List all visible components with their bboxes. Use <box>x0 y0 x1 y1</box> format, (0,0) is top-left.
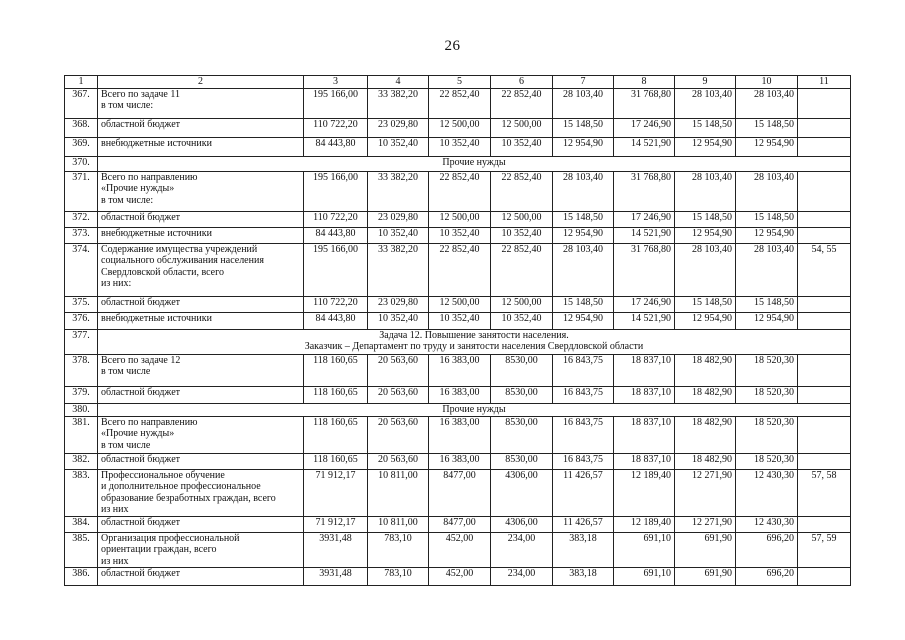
amount-cell: 22 852,40 <box>429 88 491 118</box>
row-description-line: областной бюджет <box>101 453 181 465</box>
amount-cell: 691,90 <box>675 532 736 568</box>
amount-cell: 12 954,90 <box>675 227 736 243</box>
amount-cell: 22 852,40 <box>429 243 491 296</box>
amount-cell: 16 843,75 <box>553 453 614 469</box>
row-description-line: Всего по задаче 11 <box>101 88 180 100</box>
row-description <box>98 243 304 296</box>
amount-cell: 691,10 <box>614 532 675 568</box>
row-description-line: областной бюджет <box>101 296 181 308</box>
row-number: 367. <box>65 88 98 118</box>
amount-cell: 3931,48 <box>304 532 368 568</box>
amount-cell: 195 166,00 <box>304 171 368 211</box>
amount-cell: 383,18 <box>553 532 614 568</box>
section-row <box>65 403 851 416</box>
section-heading <box>98 156 851 171</box>
row-number: 371. <box>65 171 98 211</box>
section-heading <box>98 329 851 354</box>
column-number-header: 5 <box>429 76 491 89</box>
amount-cell: 31 768,80 <box>614 243 675 296</box>
amount-cell: 4306,00 <box>491 516 553 532</box>
amount-cell: 195 166,00 <box>304 88 368 118</box>
amount-cell: 16 843,75 <box>553 354 614 386</box>
amount-cell: 28 103,40 <box>736 88 798 118</box>
row-description-line: Профессиональное обучение <box>101 469 225 481</box>
table-row <box>65 532 851 568</box>
table-body <box>65 76 851 586</box>
row-description <box>98 118 304 137</box>
target-indicator-ref: 57, 58 <box>798 469 851 516</box>
row-number: 379. <box>65 386 98 403</box>
section-heading-line: Заказчик – Департамент по труду и занятости населения Свердловской области <box>304 341 644 352</box>
row-number: 370. <box>65 156 98 171</box>
amount-cell: 14 521,90 <box>614 137 675 156</box>
row-number: 373. <box>65 227 98 243</box>
amount-cell: 16 383,00 <box>429 354 491 386</box>
target-indicator-ref <box>798 312 851 329</box>
row-number: 385. <box>65 532 98 568</box>
amount-cell: 12 500,00 <box>429 296 491 312</box>
budget-table <box>64 75 851 586</box>
amount-cell: 18 837,10 <box>614 416 675 453</box>
amount-cell: 12 954,90 <box>736 137 798 156</box>
row-description-line: Всего по направлению <box>101 416 198 428</box>
amount-cell: 84 443,80 <box>304 312 368 329</box>
amount-cell: 17 246,90 <box>614 118 675 137</box>
row-description <box>98 296 304 312</box>
amount-cell: 14 521,90 <box>614 312 675 329</box>
amount-cell: 10 352,40 <box>368 312 429 329</box>
amount-cell: 691,10 <box>614 568 675 586</box>
amount-cell: 452,00 <box>429 568 491 586</box>
amount-cell: 12 954,90 <box>736 312 798 329</box>
amount-cell: 28 103,40 <box>736 171 798 211</box>
row-description-line: Всего по задаче 12 <box>101 354 181 366</box>
row-number: 375. <box>65 296 98 312</box>
section-row <box>65 329 851 354</box>
row-description <box>98 469 304 516</box>
column-number-header: 7 <box>553 76 614 89</box>
amount-cell: 8530,00 <box>491 354 553 386</box>
row-description-line: областной бюджет <box>101 516 181 528</box>
row-description-line: Свердловской области, всего <box>101 266 224 278</box>
amount-cell: 118 160,65 <box>304 416 368 453</box>
amount-cell: 452,00 <box>429 532 491 568</box>
amount-cell: 84 443,80 <box>304 227 368 243</box>
row-number: 383. <box>65 469 98 516</box>
amount-cell: 16 843,75 <box>553 416 614 453</box>
table-row <box>65 354 851 386</box>
table-row <box>65 211 851 227</box>
amount-cell: 8477,00 <box>429 469 491 516</box>
amount-cell: 18 482,90 <box>675 354 736 386</box>
row-number: 380. <box>65 403 98 416</box>
column-number-header: 1 <box>65 76 98 89</box>
amount-cell: 10 352,40 <box>429 227 491 243</box>
row-description <box>98 532 304 568</box>
row-number: 386. <box>65 568 98 586</box>
amount-cell: 12 954,90 <box>553 227 614 243</box>
amount-cell: 18 520,30 <box>736 453 798 469</box>
row-description-line: и дополнительное профессиональное <box>101 481 261 492</box>
row-description-line: в том числе <box>101 439 151 451</box>
row-number: 382. <box>65 453 98 469</box>
amount-cell: 17 246,90 <box>614 211 675 227</box>
amount-cell: 195 166,00 <box>304 243 368 296</box>
amount-cell: 22 852,40 <box>429 171 491 211</box>
amount-cell: 23 029,80 <box>368 296 429 312</box>
row-description <box>98 354 304 386</box>
amount-cell: 15 148,50 <box>675 118 736 137</box>
amount-cell: 16 383,00 <box>429 453 491 469</box>
table-row <box>65 137 851 156</box>
amount-cell: 71 912,17 <box>304 516 368 532</box>
target-indicator-ref: 54, 55 <box>798 243 851 296</box>
table-row <box>65 516 851 532</box>
amount-cell: 15 148,50 <box>675 211 736 227</box>
amount-cell: 118 160,65 <box>304 386 368 403</box>
amount-cell: 12 500,00 <box>491 296 553 312</box>
row-description-line: внебюджетные источники <box>101 137 212 149</box>
amount-cell: 11 426,57 <box>553 469 614 516</box>
target-indicator-ref <box>798 88 851 118</box>
column-number-header: 9 <box>675 76 736 89</box>
row-description-line: в том числе: <box>101 100 154 111</box>
row-description <box>98 453 304 469</box>
column-number-header: 8 <box>614 76 675 89</box>
amount-cell: 12 500,00 <box>429 211 491 227</box>
row-number: 378. <box>65 354 98 386</box>
column-number-header: 10 <box>736 76 798 89</box>
target-indicator-ref <box>798 416 851 453</box>
amount-cell: 3931,48 <box>304 568 368 586</box>
amount-cell: 118 160,65 <box>304 453 368 469</box>
amount-cell: 10 352,40 <box>491 137 553 156</box>
amount-cell: 18 482,90 <box>675 453 736 469</box>
amount-cell: 16 383,00 <box>429 386 491 403</box>
table-row <box>65 453 851 469</box>
amount-cell: 12 430,30 <box>736 516 798 532</box>
target-indicator-ref <box>798 354 851 386</box>
amount-cell: 11 426,57 <box>553 516 614 532</box>
amount-cell: 12 954,90 <box>675 312 736 329</box>
amount-cell: 8530,00 <box>491 386 553 403</box>
amount-cell: 12 954,90 <box>553 137 614 156</box>
amount-cell: 383,18 <box>553 568 614 586</box>
column-number-header: 11 <box>798 76 851 89</box>
amount-cell: 18 520,30 <box>736 416 798 453</box>
row-description-line: из них <box>101 555 129 567</box>
amount-cell: 28 103,40 <box>553 171 614 211</box>
amount-cell: 15 148,50 <box>553 296 614 312</box>
amount-cell: 12 500,00 <box>491 211 553 227</box>
row-description-line: ориентации граждан, всего <box>101 544 217 555</box>
amount-cell: 12 500,00 <box>491 118 553 137</box>
amount-cell: 18 482,90 <box>675 416 736 453</box>
row-description-line: Организация профессиональной <box>101 532 240 544</box>
amount-cell: 10 352,40 <box>491 227 553 243</box>
section-row <box>65 156 851 171</box>
target-indicator-ref <box>798 227 851 243</box>
amount-cell: 12 954,90 <box>736 227 798 243</box>
amount-cell: 8530,00 <box>491 453 553 469</box>
table-row <box>65 243 851 296</box>
section-heading-line: Прочие нужды <box>442 403 506 415</box>
column-number-header: 3 <box>304 76 368 89</box>
target-indicator-ref <box>798 137 851 156</box>
amount-cell: 12 271,90 <box>675 469 736 516</box>
target-indicator-ref <box>798 118 851 137</box>
amount-cell: 10 811,00 <box>368 516 429 532</box>
amount-cell: 18 837,10 <box>614 453 675 469</box>
row-description-line: Всего по направлению <box>101 171 198 183</box>
amount-cell: 10 811,00 <box>368 469 429 516</box>
amount-cell: 28 103,40 <box>553 88 614 118</box>
amount-cell: 8477,00 <box>429 516 491 532</box>
row-description <box>98 137 304 156</box>
row-number: 368. <box>65 118 98 137</box>
target-indicator-ref <box>798 516 851 532</box>
amount-cell: 8530,00 <box>491 416 553 453</box>
row-description-line: областной бюджет <box>101 211 181 223</box>
column-number-header: 4 <box>368 76 429 89</box>
amount-cell: 110 722,20 <box>304 296 368 312</box>
amount-cell: 28 103,40 <box>553 243 614 296</box>
amount-cell: 118 160,65 <box>304 354 368 386</box>
section-heading-line: Задача 12. Повышение занятости населения. <box>379 329 569 341</box>
amount-cell: 20 563,60 <box>368 453 429 469</box>
amount-cell: 15 148,50 <box>675 296 736 312</box>
row-number: 369. <box>65 137 98 156</box>
amount-cell: 15 148,50 <box>553 211 614 227</box>
amount-cell: 20 563,60 <box>368 416 429 453</box>
section-heading <box>98 403 851 416</box>
amount-cell: 14 521,90 <box>614 227 675 243</box>
amount-cell: 691,90 <box>675 568 736 586</box>
target-indicator-ref: 57, 59 <box>798 532 851 568</box>
row-description-line: Содержание имущества учреждений <box>101 243 258 255</box>
target-indicator-ref <box>798 568 851 586</box>
amount-cell: 22 852,40 <box>491 243 553 296</box>
row-description <box>98 516 304 532</box>
table-row <box>65 386 851 403</box>
amount-cell: 18 837,10 <box>614 354 675 386</box>
amount-cell: 12 954,90 <box>675 137 736 156</box>
table-row <box>65 416 851 453</box>
column-number-header: 6 <box>491 76 553 89</box>
amount-cell: 71 912,17 <box>304 469 368 516</box>
row-description <box>98 227 304 243</box>
row-description <box>98 312 304 329</box>
row-number: 381. <box>65 416 98 453</box>
row-description-line: «Прочие нужды» <box>101 428 175 439</box>
amount-cell: 28 103,40 <box>675 88 736 118</box>
amount-cell: 12 954,90 <box>553 312 614 329</box>
row-description-line: областной бюджет <box>101 118 181 130</box>
row-description-line: образование безработных граждан, всего <box>101 492 276 504</box>
table-row <box>65 296 851 312</box>
table-row <box>65 118 851 137</box>
amount-cell: 31 768,80 <box>614 88 675 118</box>
table-row <box>65 171 851 211</box>
column-number-header-row <box>65 76 851 89</box>
amount-cell: 783,10 <box>368 568 429 586</box>
row-description-line: «Прочие нужды» <box>101 183 175 194</box>
amount-cell: 23 029,80 <box>368 211 429 227</box>
amount-cell: 234,00 <box>491 568 553 586</box>
amount-cell: 33 382,20 <box>368 88 429 118</box>
amount-cell: 17 246,90 <box>614 296 675 312</box>
amount-cell: 28 103,40 <box>736 243 798 296</box>
amount-cell: 28 103,40 <box>675 243 736 296</box>
amount-cell: 20 563,60 <box>368 354 429 386</box>
row-description-line: в том числе <box>101 366 151 377</box>
table-row <box>65 227 851 243</box>
row-description-line: из них <box>101 504 129 515</box>
table-row <box>65 312 851 329</box>
row-description <box>98 88 304 118</box>
amount-cell: 10 352,40 <box>429 137 491 156</box>
row-description-line: областной бюджет <box>101 568 181 579</box>
amount-cell: 33 382,20 <box>368 243 429 296</box>
row-number: 372. <box>65 211 98 227</box>
amount-cell: 12 430,30 <box>736 469 798 516</box>
amount-cell: 22 852,40 <box>491 171 553 211</box>
amount-cell: 20 563,60 <box>368 386 429 403</box>
amount-cell: 33 382,20 <box>368 171 429 211</box>
row-description <box>98 386 304 403</box>
row-description-line: областной бюджет <box>101 386 181 398</box>
amount-cell: 18 482,90 <box>675 386 736 403</box>
amount-cell: 234,00 <box>491 532 553 568</box>
row-number: 374. <box>65 243 98 296</box>
amount-cell: 12 500,00 <box>429 118 491 137</box>
row-description-line: социального обслуживания населения <box>101 255 264 266</box>
amount-cell: 10 352,40 <box>368 137 429 156</box>
amount-cell: 12 271,90 <box>675 516 736 532</box>
table-row <box>65 568 851 586</box>
table-row <box>65 469 851 516</box>
row-description <box>98 416 304 453</box>
amount-cell: 22 852,40 <box>491 88 553 118</box>
row-description-line: внебюджетные источники <box>101 227 212 239</box>
amount-cell: 10 352,40 <box>368 227 429 243</box>
column-number-header: 2 <box>98 76 304 89</box>
amount-cell: 10 352,40 <box>491 312 553 329</box>
amount-cell: 10 352,40 <box>429 312 491 329</box>
row-description-line: внебюджетные источники <box>101 312 212 324</box>
target-indicator-ref <box>798 171 851 211</box>
target-indicator-ref <box>798 296 851 312</box>
amount-cell: 15 148,50 <box>736 118 798 137</box>
amount-cell: 110 722,20 <box>304 211 368 227</box>
row-description <box>98 568 304 586</box>
row-description-line: в том числе: <box>101 194 154 206</box>
amount-cell: 783,10 <box>368 532 429 568</box>
row-number: 377. <box>65 329 98 354</box>
amount-cell: 16 383,00 <box>429 416 491 453</box>
amount-cell: 15 148,50 <box>736 211 798 227</box>
target-indicator-ref <box>798 211 851 227</box>
amount-cell: 15 148,50 <box>553 118 614 137</box>
amount-cell: 23 029,80 <box>368 118 429 137</box>
target-indicator-ref <box>798 453 851 469</box>
row-description-line: из них: <box>101 278 132 289</box>
amount-cell: 4306,00 <box>491 469 553 516</box>
amount-cell: 18 520,30 <box>736 354 798 386</box>
amount-cell: 696,20 <box>736 532 798 568</box>
row-description <box>98 171 304 211</box>
row-description <box>98 211 304 227</box>
section-heading-line: Прочие нужды <box>442 156 506 168</box>
amount-cell: 15 148,50 <box>736 296 798 312</box>
amount-cell: 84 443,80 <box>304 137 368 156</box>
amount-cell: 12 189,40 <box>614 516 675 532</box>
row-number: 376. <box>65 312 98 329</box>
amount-cell: 110 722,20 <box>304 118 368 137</box>
page-number: 26 <box>444 38 461 54</box>
amount-cell: 31 768,80 <box>614 171 675 211</box>
row-number: 384. <box>65 516 98 532</box>
target-indicator-ref <box>798 386 851 403</box>
amount-cell: 12 189,40 <box>614 469 675 516</box>
table-row <box>65 88 851 118</box>
amount-cell: 18 520,30 <box>736 386 798 403</box>
amount-cell: 28 103,40 <box>675 171 736 211</box>
amount-cell: 18 837,10 <box>614 386 675 403</box>
amount-cell: 696,20 <box>736 568 798 586</box>
amount-cell: 16 843,75 <box>553 386 614 403</box>
